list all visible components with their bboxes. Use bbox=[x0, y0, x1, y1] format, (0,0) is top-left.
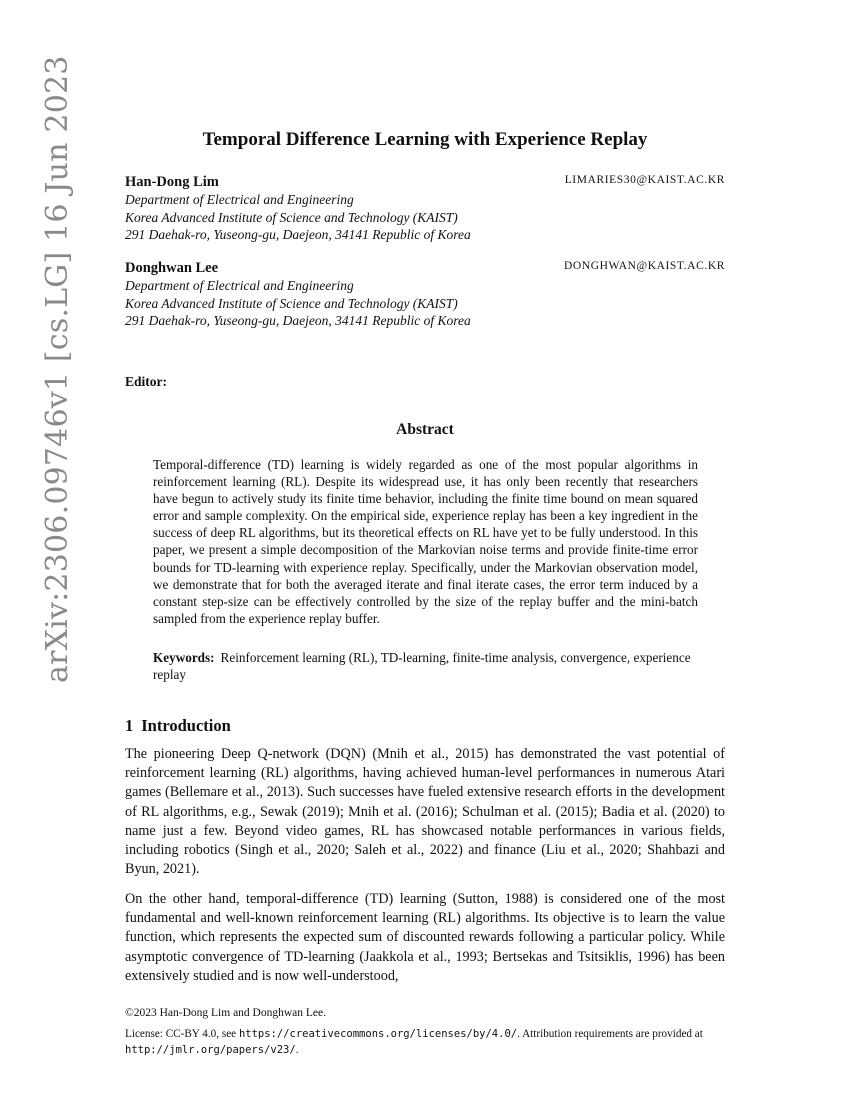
affiliation-line: 291 Daehak-ro, Yuseong-gu, Daejeon, 34141 Republic of Korea bbox=[125, 313, 471, 328]
author-email: DONGHWAN@KAIST.AC.KR bbox=[563, 260, 725, 272]
license-prefix: License: CC-BY 4.0, see bbox=[125, 1028, 239, 1040]
author-name: Donghwan Lee bbox=[125, 260, 219, 276]
affiliation-line: Korea Advanced Institute of Science and Technology (KAIST) bbox=[125, 209, 458, 225]
paper-title: Temporal Difference Learning with Experience Replay bbox=[202, 129, 648, 150]
section-heading bbox=[125, 716, 231, 736]
author-name: Han-Dong Lim bbox=[125, 174, 219, 190]
keywords-text: Reinforcement learning (RL), TD-learning, finite-time analysis, convergence, experience replay bbox=[153, 650, 691, 683]
affiliation-line: 291 Daehak-ro, Yuseong-gu, Daejeon, 34141 Republic of Korea bbox=[125, 227, 471, 242]
affiliation-line: Department of Electrical and Engineering bbox=[125, 192, 354, 207]
author-block-2 bbox=[125, 259, 725, 330]
abstract-heading: Abstract bbox=[396, 421, 454, 438]
license-link[interactable]: https://creativecommons.org/licenses/by/4.0/ bbox=[238, 1028, 518, 1040]
copyright-footnote: ©2023 Han-Dong Lim and Donghwan Lee. bbox=[125, 1007, 326, 1019]
license-middle: . Attribution requirements are provided at bbox=[517, 1028, 703, 1040]
body-paragraph: On the other hand, temporal-difference (TD) learning (Sutton, 1988) is considered one of the most fundamental and well-known reinforcement learning (RL) algorithms. Its objective is to learn the value function, which represents the expected sum of discounted rewards following a particular policy. While asymptotic convergence of TD-learning (Jaakkola et al., 1993; Bertsekas and Tsitsiklis, 1996) has been extensively studied and is now well-understood, bbox=[125, 891, 725, 984]
body-paragraph: The pioneering Deep Q-network (DQN) (Mnih et al., 2015) has demonstrated the vast potential of reinforcement learning (RL) algorithms, having achieved human-level performances in numerous Atari games (Bellemare et al., 2013). Such successes have fueled extensive research efforts in the development of RL algorithms, e.g., Sewak (2019); Mnih et al. (2016); Schulman et al. (2015); Badia et al. (2020) to name just a few. Beyond video games, RL has showcased notable performances in various fields, including robotics (Singh et al., 2020; Saleh et al., 2022) and finance (Liu et al., 2020; Shahbazi and Byun, 2021). bbox=[125, 746, 725, 878]
attribution-link[interactable]: http://jmlr.org/papers/v23/ bbox=[125, 1043, 296, 1056]
author-block-1 bbox=[125, 173, 725, 244]
keywords bbox=[153, 649, 698, 683]
section-title: Introduction bbox=[141, 716, 231, 735]
keywords-label: Keywords: bbox=[153, 650, 215, 665]
arxiv-identifier-stamp: arXiv:2306.09746v1 [cs.LG] 16 Jun 2023 bbox=[40, 55, 75, 683]
license-suffix: . bbox=[295, 1043, 299, 1056]
author-email: LIMARIES30@KAIST.AC.KR bbox=[564, 174, 725, 186]
editor-label: Editor: bbox=[125, 374, 167, 389]
abstract-text: Temporal-difference (TD) learning is widely regarded as one of the most popular algorithms in reinforcement learning (RL). Despite its widespread use, it has only been recently that researchers have begun to actively study its finite time behavior, including the finite time bound on mean squared error and sample complexity. On the empirical side, experience replay has been a key ingredient in the success of deep RL algorithms, but its theoretical effects on RL have yet to be fully understood. In this paper, we present a simple decomposition of the Markovian noise terms and provide finite-time error bounds for TD-learning with experience replay. Specifically, under the Markovian observation model, we demonstrate that for both the averaged iterate and final iterate cases, the error term induced by a constant step-size can be effectively controlled by the size of the replay buffer and the mini-batch sampled from the experience replay buffer. bbox=[153, 457, 698, 626]
affiliation-line: Department of Electrical and Engineering bbox=[125, 278, 354, 293]
license-footnote bbox=[125, 1027, 725, 1058]
affiliation-line: Korea Advanced Institute of Science and Technology (KAIST) bbox=[125, 295, 458, 311]
section-number: 1 bbox=[125, 716, 134, 735]
